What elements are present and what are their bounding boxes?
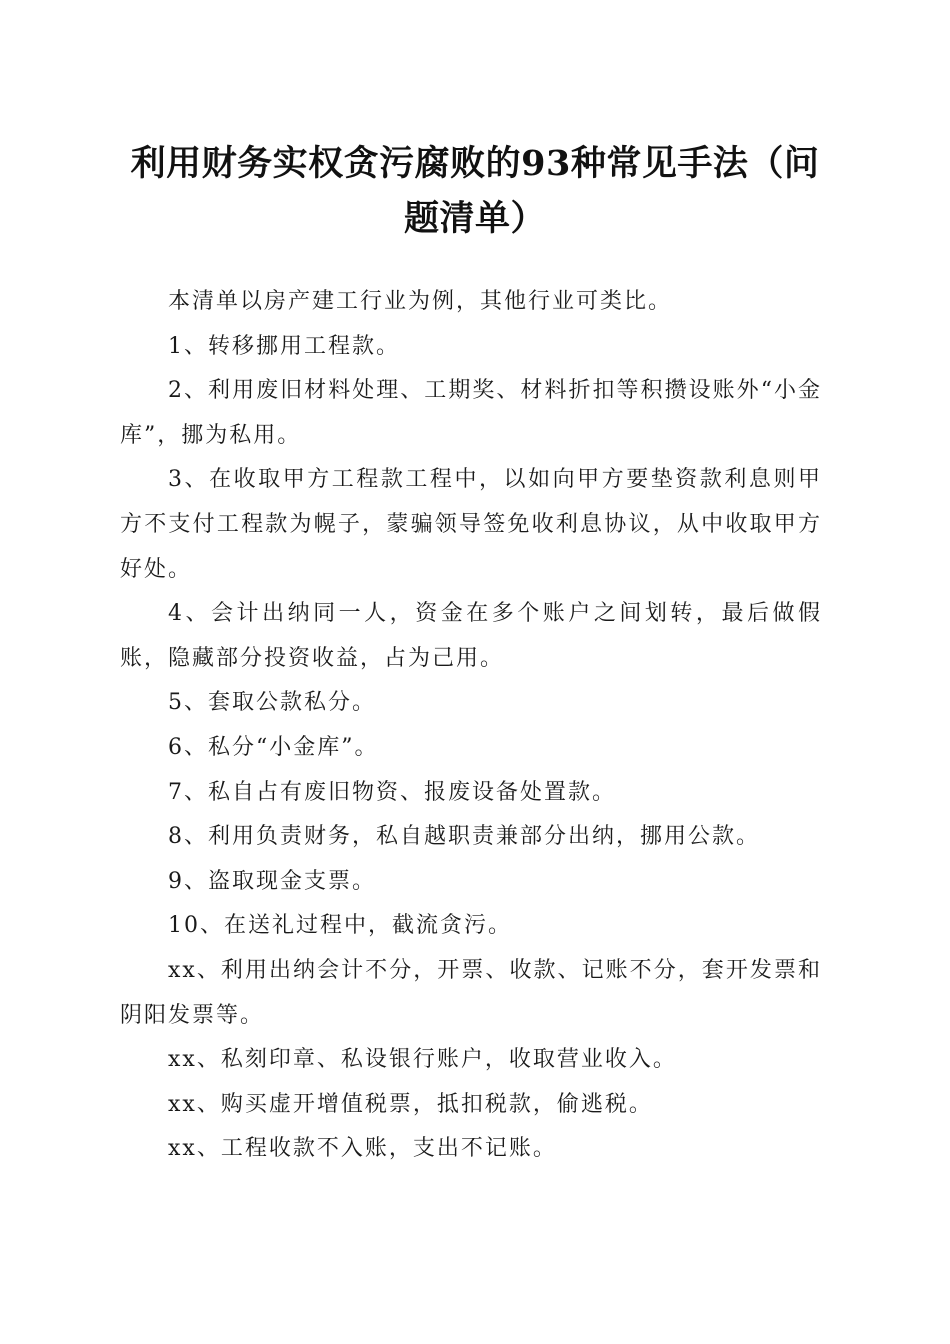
list-item: 3、在收取甲方工程款工程中，以如向甲方要垫资款利息则甲方不支付工程款为幌子，蒙骗领导签免收利息协议，从中收取甲方好处。 bbox=[120, 467, 822, 582]
list-item: 10、在送礼过程中，截流贪污。 bbox=[168, 913, 512, 939]
paragraph-intro: 本清单以房产建工行业为例，其他行业可类比。 bbox=[168, 289, 673, 314]
list-item: 9、盗取现金支票。 bbox=[168, 868, 376, 894]
list-item: 5、套取公款私分。 bbox=[168, 690, 376, 716]
document-title: 利用财务实权贪污腐败的93种常见手法（问题清单） bbox=[130, 143, 820, 239]
list-item: xx、利用出纳会计不分，开票、收款、记账不分，套开发票和阴阳发票等。 bbox=[120, 957, 822, 1028]
list-item: 7、私自占有废旧物资、报废设备处置款。 bbox=[168, 779, 616, 805]
list-item: 4、会计出纳同一人，资金在多个账户之间划转，最后做假账，隐藏部分投资收益，占为己用。 bbox=[120, 601, 822, 671]
list-item: 1、转移挪用工程款。 bbox=[168, 333, 400, 359]
list-item: 8、利用负责财务，私自越职责兼部分出纳，挪用公款。 bbox=[168, 824, 760, 850]
document-body bbox=[120, 280, 822, 1172]
list-item: xx、工程收款不入账，支出不记账。 bbox=[168, 1136, 557, 1162]
list-item: 6、私分“小金库”。 bbox=[168, 734, 379, 760]
list-item: 2、利用废旧材料处理、工期奖、材料折扣等积攒设账外“小金库”，挪为私用。 bbox=[120, 378, 822, 448]
list-item: xx、私刻印章、私设银行账户，收取营业收入。 bbox=[168, 1047, 677, 1073]
list-item: xx、购买虚开增值税票，抵扣税款，偷逃税。 bbox=[168, 1091, 653, 1117]
